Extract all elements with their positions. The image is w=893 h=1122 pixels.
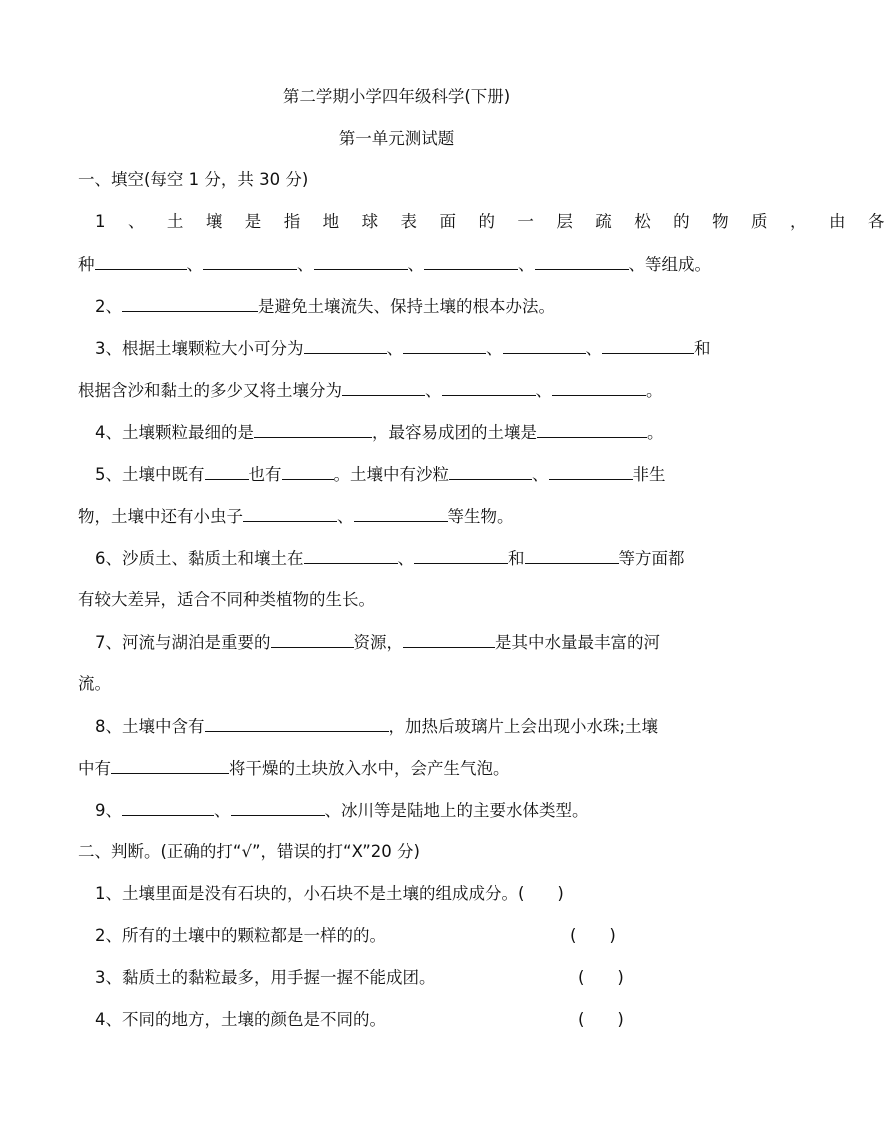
judge-item: 1、土壤里面是没有石块的，小石块不是土壤的组成成分。( ) — [95, 884, 564, 903]
q5-line2: 物，土壤中还有小虫子 、 等生物。 — [78, 507, 514, 526]
q8-line2: 中有 将干燥的土块放入水中，会产生气泡。 — [78, 759, 510, 778]
blank[interactable] — [537, 421, 647, 438]
q4: 4、土壤颗粒最细的是 ，最容易成团的土壤是 。 — [95, 423, 664, 442]
blank[interactable] — [449, 463, 532, 480]
q3-line2: 根据含沙和黏土的多少又将土壤分为 、 、 。 — [78, 381, 663, 400]
blank[interactable] — [342, 379, 425, 396]
answer-paren[interactable]: ( ) — [578, 968, 624, 987]
page-title: 第二学期小学四年级科学(下册) — [282, 87, 511, 106]
blank[interactable] — [95, 253, 187, 270]
blank[interactable] — [282, 463, 334, 480]
q7-line2: 流。 — [78, 674, 111, 693]
judge-item: 2、所有的土壤中的颗粒都是一样的的。 — [95, 926, 386, 945]
blank[interactable] — [525, 547, 619, 564]
blank[interactable] — [304, 547, 398, 564]
answer-paren[interactable]: ( ) — [570, 926, 616, 945]
blank[interactable] — [122, 295, 258, 312]
blank[interactable] — [552, 379, 646, 396]
blank[interactable] — [314, 253, 408, 270]
answer-paren[interactable]: ( ) — [518, 884, 564, 903]
answer-paren[interactable]: ( ) — [578, 1010, 624, 1029]
section-1-heading: 一、填空(每空 1 分，共 30 分) — [78, 170, 309, 189]
blank[interactable] — [354, 505, 448, 522]
blank[interactable] — [403, 337, 486, 354]
blank[interactable] — [254, 421, 372, 438]
page-subtitle: 第一单元测试题 — [338, 129, 455, 148]
blank[interactable] — [535, 253, 629, 270]
blank[interactable] — [424, 253, 518, 270]
q2: 2、 是避免土壤流失、保持土壤的根本办法。 — [95, 297, 555, 316]
q5-line1: 5、土壤中既有 也有 。土壤中有沙粒 、 非生 — [95, 465, 666, 484]
q1-line2: 种 、 、 、 、 、等组成。 — [78, 255, 711, 274]
blank[interactable] — [602, 337, 694, 354]
q1-line1: 1 、 土 壤 是 指 地 球 表 面 的 一 层 疏 松 的 物 质 ， 由 各 — [95, 212, 893, 231]
judge-item: 3、黏质土的黏粒最多，用手握一握不能成团。 — [95, 968, 436, 987]
blank[interactable] — [111, 757, 229, 774]
blank[interactable] — [205, 715, 389, 732]
blank[interactable] — [304, 337, 387, 354]
blank[interactable] — [442, 379, 536, 396]
blank[interactable] — [549, 463, 633, 480]
blank[interactable] — [243, 505, 337, 522]
blank[interactable] — [122, 799, 214, 816]
q3-line1: 3、根据土壤颗粒大小可分为 、 、 、 和 — [95, 339, 711, 358]
q8-line1: 8、土壤中含有 ，加热后玻璃片上会出现小水珠;土壤 — [95, 717, 659, 736]
q6-line2: 有较大差异，适合不同种类植物的生长。 — [78, 590, 375, 609]
blank[interactable] — [414, 547, 508, 564]
blank[interactable] — [205, 463, 249, 480]
blank[interactable] — [403, 631, 495, 648]
section-2-heading: 二、判断。(正确的打“√”，错误的打“X”20 分) — [78, 842, 420, 861]
blank[interactable] — [231, 799, 325, 816]
judge-item: 4、不同的地方，土壤的颜色是不同的。 — [95, 1010, 386, 1029]
blank[interactable] — [271, 631, 354, 648]
q9: 9、 、 、冰川等是陆地上的主要水体类型。 — [95, 801, 589, 820]
q7-line1: 7、河流与湖泊是重要的 资源， 是其中水量最丰富的河 — [95, 633, 660, 652]
blank[interactable] — [503, 337, 586, 354]
q6-line1: 6、沙质土、黏质土和壤土在 、 和 等方面都 — [95, 549, 685, 568]
blank[interactable] — [203, 253, 297, 270]
